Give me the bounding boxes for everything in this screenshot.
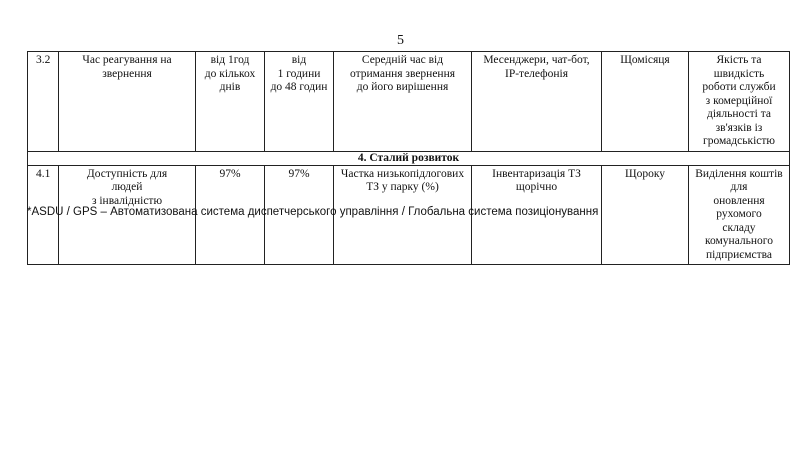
risk-cell: Виділення коштів для оновлення рухомого складу комунального підприємства <box>689 165 790 265</box>
row-number: 4.1 <box>28 165 59 265</box>
row-number: 3.2 <box>28 52 59 152</box>
table-row <box>28 52 790 152</box>
source-cell: Інвентаризація ТЗ щорічно <box>472 165 602 265</box>
page-number: 5 <box>397 33 404 48</box>
measure-cell: Частка низькопідлогових ТЗ у парку (%) <box>334 165 472 265</box>
indicator-cell: Доступність для людей з інвалідністю <box>59 165 196 265</box>
baseline-cell: від 1год до кількох днів <box>196 52 265 152</box>
source-cell: Месенджери, чат-бот, IP-телефонія <box>472 52 602 152</box>
footnote: *ASDU / GPS – Автоматизована система диспетчерського управління / Глобальна система позиціонування <box>27 206 599 218</box>
frequency-cell: Щомісяця <box>602 52 689 152</box>
measure-cell: Середній час від отримання звернення до його вирішення <box>334 52 472 152</box>
baseline-cell: 97% <box>196 165 265 265</box>
section-row <box>28 151 790 165</box>
indicators-table <box>27 51 790 265</box>
section-heading: 4. Сталий розвиток <box>28 151 790 165</box>
indicator-cell: Час реагування на звернення <box>59 52 196 152</box>
target-cell: від 1 години до 48 годин <box>265 52 334 152</box>
risk-cell: Якість та швидкість роботи служби з комерційної діяльності та зв'язків із громадськістю <box>689 52 790 152</box>
frequency-cell: Щороку <box>602 165 689 265</box>
target-cell: 97% <box>265 165 334 265</box>
